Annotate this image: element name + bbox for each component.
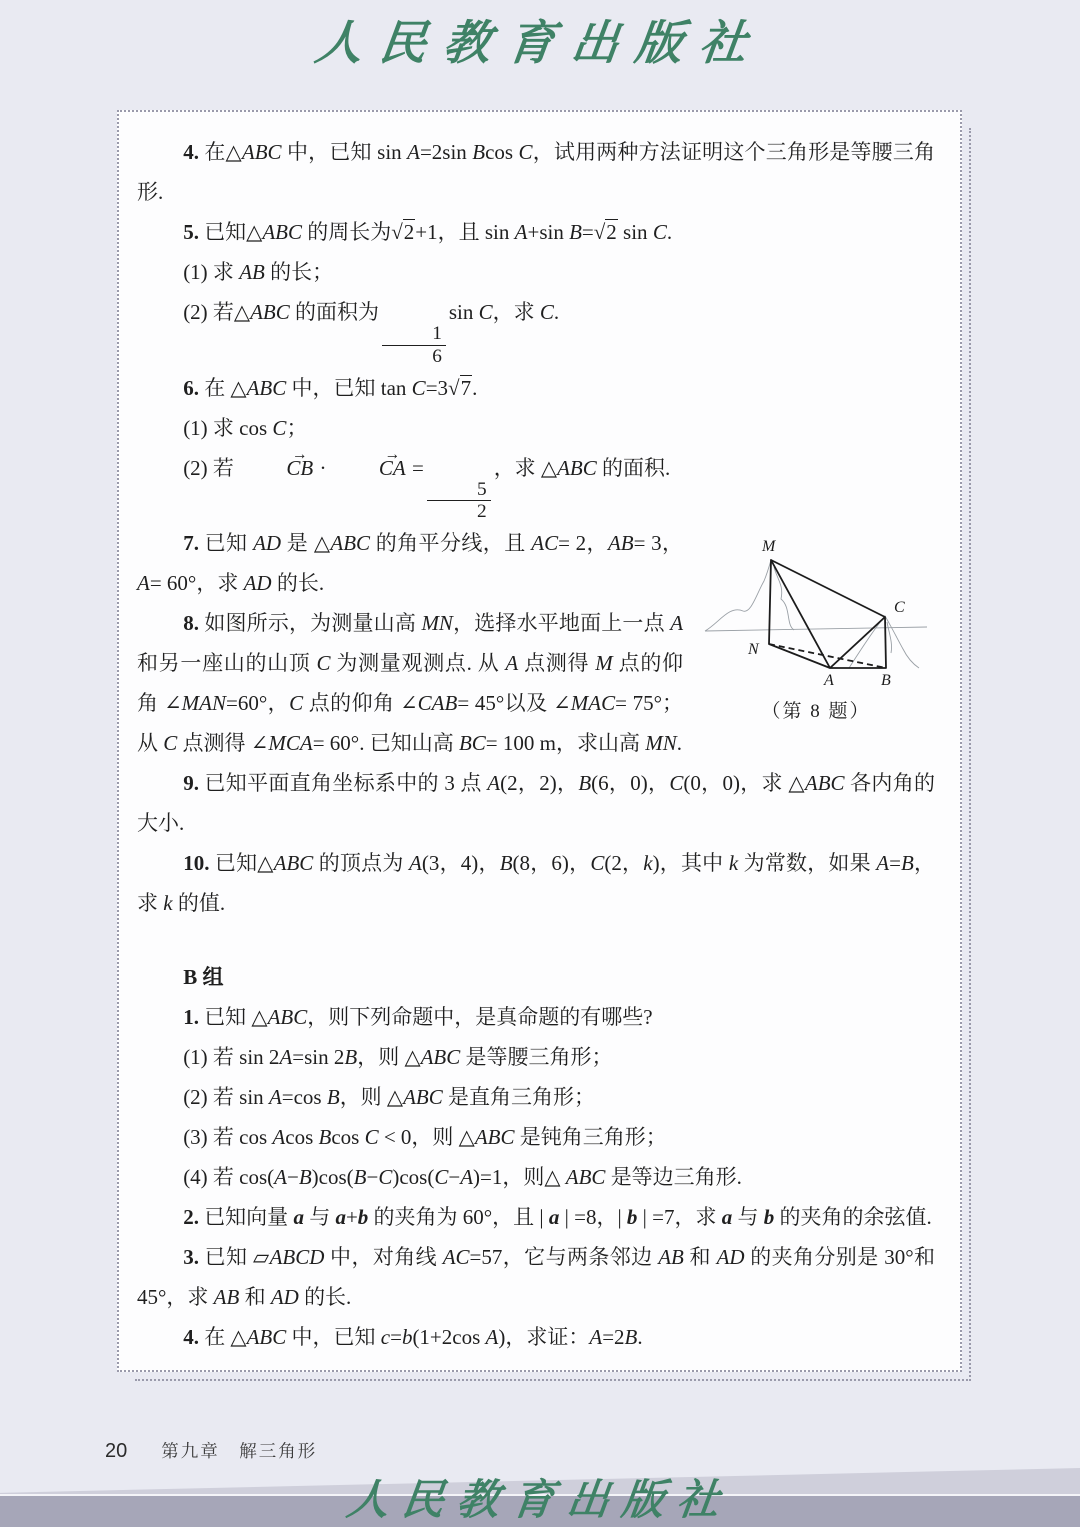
text-run: | =8，| (559, 1205, 627, 1230)
text-run: (2) 若△ (183, 300, 251, 324)
problem-number: 1. (183, 1005, 199, 1030)
math-var: A (876, 851, 890, 876)
text-run: . (666, 220, 673, 244)
text-run: =sin 2 (292, 1045, 345, 1070)
fraction (427, 479, 491, 523)
text-run: 的夹角的余弦值. (774, 1205, 932, 1230)
math-var: C (669, 771, 684, 796)
math-var: C (518, 140, 533, 164)
problem-number: 7. (183, 531, 199, 556)
problem-a5-sub2 (137, 292, 935, 368)
text-run: 在 △ (198, 375, 247, 400)
text-run: ，求 (492, 300, 540, 324)
problem-a10 (137, 843, 935, 923)
math-var: ABC (273, 851, 314, 876)
text-run: 点的仰角 ∠ (137, 651, 684, 716)
problem-number: 8. (183, 611, 199, 636)
text-run: 的长. (271, 571, 325, 596)
math-var: ABC (420, 1045, 461, 1070)
text-run: 为常数，如果 (738, 851, 877, 876)
math-var: C (272, 415, 287, 440)
math-var: B (624, 1325, 638, 1350)
math-var: B (900, 851, 914, 876)
math-var: AD (270, 1285, 299, 1310)
text-run: 已知△ (198, 220, 263, 244)
text-run: =2 (602, 1325, 625, 1350)
math-var: A (670, 611, 684, 636)
problem-number: 10. (183, 851, 210, 876)
text-run: )，求证： (498, 1325, 590, 1350)
text-run: =60°， (226, 691, 290, 716)
text-run: (2， (604, 851, 644, 876)
sqrt-expression: √7 (448, 375, 472, 400)
math-var: MN (421, 611, 453, 636)
text-run: +1，且 sin (415, 220, 515, 244)
problem-b1-sub3 (137, 1117, 935, 1157)
problem-b2 (137, 1197, 935, 1237)
text-run: 与 (732, 1205, 764, 1230)
text-run: ，求 (137, 851, 935, 916)
text-run: sin (448, 300, 479, 324)
text-run: = 3， (633, 531, 684, 556)
label-N: N (748, 641, 759, 659)
math-var: C (163, 731, 178, 756)
text-run: = 2， (558, 531, 608, 556)
math-var: B (318, 1125, 332, 1150)
text-run: )cos( (311, 1165, 354, 1190)
radicand: 2 (606, 220, 617, 244)
text-run: +sin (527, 220, 570, 244)
math-bold-var: b (763, 1205, 775, 1230)
figure-caption: （第 8 题） (761, 701, 871, 723)
text-run: < 0，则 △ (378, 1125, 475, 1150)
text-run: 中，对角线 (324, 1245, 443, 1270)
problem-a4 (137, 132, 935, 212)
math-var: ABC (246, 375, 287, 400)
math-var: C (364, 1125, 379, 1150)
math-bold-var: a (721, 1205, 733, 1230)
math-var: k (728, 851, 739, 876)
text-run: (2，2)， (500, 771, 579, 796)
text-run: · (314, 455, 332, 480)
label-M: M (762, 538, 776, 556)
math-var: C (411, 375, 426, 400)
math-var: ABC (250, 300, 290, 324)
math-var: B (569, 220, 582, 244)
math-bold-var: a (548, 1205, 560, 1230)
math-bold-var: a (293, 1205, 304, 1230)
math-var: A (268, 1085, 282, 1110)
problem-a5-sub1 (137, 252, 935, 292)
text-run: 和 (239, 1285, 271, 1310)
numerator: 1 (432, 323, 442, 345)
text-run: 各内角的大小. (137, 771, 936, 836)
math-var: C (289, 691, 304, 716)
denominator: 2 (427, 500, 491, 523)
problem-b1-sub4 (137, 1157, 935, 1197)
text-run: ，试用两种方法证明这个三角形是等腰三角形. (137, 140, 935, 204)
math-var: A (409, 851, 422, 876)
text-run: ，则 △ (339, 1085, 404, 1110)
radicand: 2 (403, 220, 415, 244)
vector: CB → (240, 448, 313, 488)
math-var: AB (658, 1245, 684, 1270)
math-var: k (163, 891, 173, 916)
math-var: ABCD (269, 1245, 325, 1270)
label-B: B (881, 672, 891, 690)
text-run: cos (485, 140, 519, 164)
text-run: . (637, 1325, 643, 1350)
math-var: ABC (557, 455, 597, 480)
math-var: AC (442, 1245, 470, 1270)
text-run: (6，0)， (591, 771, 670, 796)
math-var: ABC (246, 1325, 287, 1350)
math-var: B (298, 1165, 312, 1190)
problem-b4 (137, 1317, 935, 1357)
math-var: A (460, 1165, 474, 1190)
fraction (382, 323, 446, 367)
math-var: CAB (417, 691, 458, 716)
text-run: 与 (303, 1205, 336, 1230)
text-run: . (472, 375, 478, 400)
problem-b1-sub1 (137, 1037, 935, 1077)
text-run: ，则下列命题中，是真命题的有哪些? (307, 1005, 653, 1030)
math-var: C (539, 300, 554, 324)
math-var: A (279, 1045, 293, 1070)
math-var: C (590, 851, 605, 876)
problem-a6-sub2 (137, 448, 935, 524)
math-var: C (434, 1165, 449, 1190)
math-var: A (274, 1165, 287, 1190)
problem-b1 (137, 997, 935, 1037)
problem-a9 (137, 763, 935, 843)
math-var: B (326, 1085, 340, 1110)
text-run: 中，已知 (286, 1325, 381, 1350)
math-bold-var: b (626, 1205, 638, 1230)
text-run: )cos( (392, 1165, 435, 1190)
math-var: B (472, 140, 486, 164)
math-var: A (407, 140, 420, 164)
math-var: A (272, 1125, 286, 1150)
text-run: 是钝角三角形； (514, 1125, 667, 1150)
text-run: = 60°. 已知山高 (312, 731, 459, 756)
text-run: =2sin (419, 140, 473, 164)
label-A: A (824, 672, 834, 690)
text-run: 的长； (264, 260, 334, 284)
publisher-logo-bottom: 人民教育出版社 (344, 1478, 735, 1524)
math-var: AB (239, 260, 265, 284)
problem-number: 6. (183, 375, 199, 400)
math-bold-var: b (357, 1205, 369, 1230)
text-run: − (287, 1165, 299, 1190)
text-run: (0，0)，求 △ (683, 771, 805, 796)
math-var: M (595, 651, 613, 676)
math-var: AD (716, 1245, 745, 1270)
label-C: C (894, 599, 905, 617)
text-run: (1) 求 (183, 260, 240, 284)
text-run: ，则 △ (357, 1045, 421, 1070)
text-run: (1+2cos (412, 1325, 486, 1350)
text-run: 在△ (198, 140, 242, 164)
text-run: cos (285, 1125, 319, 1150)
math-var: B (578, 771, 592, 796)
text-run: 中，已知 tan (286, 375, 412, 400)
text-run: = (889, 851, 901, 876)
exercise-box (117, 110, 962, 1372)
text-run: 的长. (298, 1285, 352, 1310)
problem-a5 (137, 212, 935, 252)
problem-number: 4. (183, 140, 199, 164)
sqrt-expression: √2 (391, 220, 415, 244)
text-run: | =7，求 (637, 1205, 722, 1230)
math-var: A (514, 220, 528, 244)
text-run: ，求 △ (493, 455, 558, 480)
math-var: MAC (570, 691, 616, 716)
radicand: 7 (460, 375, 472, 400)
math-var: b (401, 1325, 413, 1350)
math-var: B (344, 1045, 358, 1070)
problem-a6 (137, 368, 935, 408)
math-var: A (589, 1325, 603, 1350)
math-var: AD (253, 531, 282, 556)
text-run: =3 (425, 375, 449, 400)
text-run: 的值. (172, 891, 226, 916)
text-run: 点测得 (518, 651, 596, 676)
text-run: 在 △ (198, 1325, 247, 1350)
math-var: ABC (474, 1125, 515, 1150)
text-run: (3) 若 cos (183, 1125, 273, 1150)
publisher-logo-top: 人民教育出版社 (312, 18, 767, 70)
text-run: 是等边三角形. (605, 1165, 742, 1190)
text-run: = 60°，求 (149, 571, 244, 596)
math-var: MCA (268, 731, 313, 756)
text-run: =57，它与两条邻边 (469, 1245, 659, 1270)
text-run: cos (331, 1125, 365, 1150)
text-run: + (345, 1205, 358, 1230)
sqrt-expression: √2 (593, 220, 617, 244)
math-var: B (499, 851, 513, 876)
math-var: ABC (804, 771, 845, 796)
text-run: 点测得 ∠ (177, 731, 269, 756)
math-var: ABC (330, 531, 371, 556)
math-var: A (505, 651, 519, 676)
math-var: ABC (565, 1165, 606, 1190)
math-var: ABC (241, 140, 282, 164)
text-run: 的角平分线，且 (370, 531, 532, 556)
problem-number: 3. (183, 1245, 199, 1270)
text-run: (8，6)， (512, 851, 591, 876)
denominator: 6 (382, 345, 446, 368)
text-run: =cos (281, 1085, 327, 1110)
text-run: (1) 求 cos (183, 415, 273, 440)
text-run: = (581, 220, 594, 244)
math-var: C (316, 651, 331, 676)
text-run: 的面积为 (289, 300, 379, 324)
text-run: 点的仰角 ∠ (303, 691, 418, 716)
text-run: 和 (683, 1245, 717, 1270)
text-run: 已知 (198, 531, 254, 556)
text-run: (1) 若 sin 2 (183, 1045, 280, 1070)
text-run: = (390, 1325, 402, 1350)
text-run: ； (286, 415, 308, 440)
math-var: MN (645, 731, 677, 756)
text-run: 为测量观测点. 从 (330, 651, 506, 676)
problem-number: 9. (183, 771, 199, 796)
problem-b3 (137, 1237, 935, 1317)
math-var: ABC (403, 1085, 443, 1110)
text-run: 是等腰三角形； (460, 1045, 613, 1070)
text-run: )=1，则△ (473, 1165, 566, 1190)
math-var: ABC (267, 1005, 308, 1030)
text-run: 和另一座山的山顶 (137, 651, 317, 676)
triangle-edges (769, 560, 886, 668)
text-run: ，选择水平地面上一点 (452, 611, 671, 636)
text-run: 如图所示，为测量山高 (198, 611, 422, 636)
text-run: 已知向量 (198, 1205, 294, 1230)
math-var: k (643, 851, 653, 876)
mountain-diagram (701, 527, 931, 689)
problem-b1-sub2 (137, 1077, 935, 1117)
math-bold-var: a (335, 1205, 346, 1230)
text-run: 的周长为 (302, 220, 392, 244)
math-var: c (380, 1325, 391, 1350)
math-var: C (378, 1165, 393, 1190)
math-var: AB (607, 531, 634, 556)
math-var: C (478, 300, 493, 324)
math-var: ABC (262, 220, 303, 244)
math-var: B (353, 1165, 367, 1190)
problem-number: 5. (183, 220, 199, 244)
text-run: 中，已知 sin (281, 140, 408, 164)
math-var: A (137, 571, 150, 596)
math-var: AD (243, 571, 272, 596)
text-run: (4) 若 cos( (183, 1165, 275, 1190)
math-var: A (485, 1325, 499, 1350)
text-run: (2) 若 (183, 455, 240, 480)
text-run: 已知△ (209, 851, 274, 876)
math-var: AC (531, 531, 559, 556)
text-run: 的顶点为 (313, 851, 410, 876)
math-var: AB (213, 1285, 240, 1310)
figure-problem-8 (697, 527, 935, 723)
text-run: − (448, 1165, 461, 1190)
group-b-heading: B 组 (183, 965, 224, 990)
text-run: 已知 △ (198, 1005, 268, 1030)
text-run: − (366, 1165, 379, 1190)
math-var: C (652, 220, 667, 244)
text-run: 的夹角为 60°，且 | (368, 1205, 549, 1230)
text-run: . (553, 300, 560, 324)
text-run: 是 △ (281, 531, 331, 556)
text-run: (3，4)， (421, 851, 500, 876)
text-run: = 75°；从 (137, 691, 683, 756)
text-run: (2) 若 sin (183, 1085, 269, 1110)
text-run: . (676, 731, 682, 756)
math-var: MAN (181, 691, 226, 716)
problem-number: 4. (183, 1325, 199, 1350)
page-number: 20 (105, 1440, 128, 1462)
text-run: 已知 ▱ (198, 1245, 270, 1270)
text-run: = 45°以及 ∠ (457, 691, 571, 716)
math-var: A (487, 771, 501, 796)
text-run: 的面积. (596, 455, 671, 480)
math-var: BC (458, 731, 486, 756)
text-run: 的夹角分别是 30°和 45°，求 (137, 1245, 936, 1310)
text-run: sin (617, 220, 653, 244)
page-footer (105, 1438, 317, 1463)
text-run: )，其中 (652, 851, 729, 876)
text-run: = 100 m，求山高 (485, 731, 646, 756)
text-run: = (406, 455, 424, 480)
text-run: 是直角三角形； (442, 1085, 596, 1110)
text-run: 已知平面直角坐标系中的 3 点 (198, 771, 488, 796)
problem-number: 2. (183, 1205, 199, 1230)
chapter-title: 第九章 解三角形 (161, 1441, 318, 1461)
numerator: 5 (477, 478, 487, 500)
vector: CA → (333, 448, 406, 488)
